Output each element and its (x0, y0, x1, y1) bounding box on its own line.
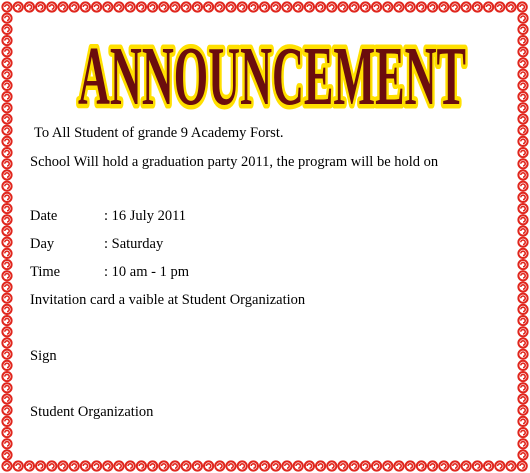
border-swirl (518, 2, 527, 11)
border-swirl (518, 461, 527, 470)
border-swirl (518, 282, 527, 291)
border-swirl (70, 461, 79, 470)
border-swirl (193, 461, 202, 470)
border-swirl (193, 2, 202, 11)
border-swirl (25, 461, 34, 470)
border-swirl (2, 305, 11, 314)
detail-value: : Saturday (104, 236, 164, 252)
border-swirl (294, 2, 303, 11)
border-swirl (518, 316, 527, 325)
border-swirl (2, 316, 11, 325)
border-swirl (58, 2, 67, 11)
border-swirl (394, 461, 403, 470)
border-swirl (2, 439, 11, 448)
border-swirl (215, 461, 224, 470)
border-swirl (350, 461, 359, 470)
detail-label: Day (30, 236, 55, 252)
border-swirl (518, 137, 527, 146)
border-swirl (2, 182, 11, 191)
border-swirl (383, 2, 392, 11)
detail-value: : 10 am - 1 pm (104, 264, 189, 280)
border-swirl (327, 2, 336, 11)
border-swirl (2, 148, 11, 157)
border-swirl (2, 170, 11, 179)
border-swirl (518, 428, 527, 437)
sign-label: Sign (30, 348, 57, 364)
border-swirl (226, 2, 235, 11)
border-swirl (518, 126, 527, 135)
border-swirl (518, 361, 527, 370)
border-swirl (2, 406, 11, 415)
border-swirl (518, 260, 527, 269)
border-swirl (282, 2, 291, 11)
border-swirl (473, 2, 482, 11)
border-swirl (2, 238, 11, 247)
detail-row-day (30, 235, 163, 253)
signatory-name: Student Organization (30, 404, 154, 420)
border-swirl (2, 2, 11, 11)
border-swirl (428, 461, 437, 470)
border-swirl (439, 2, 448, 11)
border-swirl (518, 271, 527, 280)
border-swirl (462, 461, 471, 470)
border-swirl (114, 2, 123, 11)
border-swirl (518, 338, 527, 347)
border-swirl (518, 159, 527, 168)
border-swirl (518, 350, 527, 359)
border-swirl (394, 2, 403, 11)
border-swirl (462, 2, 471, 11)
border-swirl (58, 461, 67, 470)
border-swirl (2, 361, 11, 370)
border-swirl (406, 461, 415, 470)
border-swirl (2, 450, 11, 459)
border-swirl (2, 417, 11, 426)
border-swirl (249, 461, 258, 470)
border-swirl (47, 2, 56, 11)
border-swirl (25, 2, 34, 11)
border-swirl (238, 461, 247, 470)
border-swirl (2, 350, 11, 359)
border-swirl (518, 226, 527, 235)
border-swirl (2, 294, 11, 303)
border-swirl (182, 461, 191, 470)
border-swirl (316, 2, 325, 11)
border-swirl (361, 2, 370, 11)
border-swirl (14, 461, 23, 470)
border-swirl (338, 461, 347, 470)
border-swirl (204, 461, 213, 470)
border-swirl (406, 2, 415, 11)
border-swirl (305, 2, 314, 11)
border-swirl (226, 461, 235, 470)
border-swirl (361, 461, 370, 470)
border-swirl (271, 2, 280, 11)
border-swirl (204, 2, 213, 11)
border-swirl (518, 170, 527, 179)
body-line: School Will hold a graduation party 2011, the program will be hold on (30, 154, 439, 170)
border-swirl (294, 461, 303, 470)
border-swirl (439, 461, 448, 470)
border-swirl (518, 204, 527, 213)
border-swirl (428, 2, 437, 11)
detail-label: Time (30, 264, 61, 280)
border-swirl (2, 215, 11, 224)
border-swirl (350, 2, 359, 11)
border-swirl (2, 260, 11, 269)
border-swirl (417, 461, 426, 470)
border-swirl (148, 461, 157, 470)
intro-line: To All Student of grande 9 Academy Forst. (34, 125, 284, 141)
border-swirl (518, 305, 527, 314)
border-swirl (2, 271, 11, 280)
border-swirl (484, 461, 493, 470)
border-swirl (518, 450, 527, 459)
border-swirl (338, 2, 347, 11)
border-swirl (518, 238, 527, 247)
border-swirl (495, 461, 504, 470)
border-swirl (518, 372, 527, 381)
title-outline-text: ANNOUNCEMENT (78, 30, 466, 122)
border-swirl (159, 461, 168, 470)
border-swirl (518, 249, 527, 258)
border-swirl (137, 2, 146, 11)
detail-row-time (30, 263, 189, 281)
border-swirl (372, 2, 381, 11)
border-swirl (2, 226, 11, 235)
border-swirl (2, 461, 11, 470)
border-swirl (2, 383, 11, 392)
border-swirl (383, 461, 392, 470)
border-swirl (14, 2, 23, 11)
border-swirl (327, 461, 336, 470)
border-swirl (518, 439, 527, 448)
border-swirl (506, 461, 515, 470)
border-swirl (316, 461, 325, 470)
border-swirl (518, 294, 527, 303)
border-swirl (92, 461, 101, 470)
border-swirl (372, 461, 381, 470)
border-swirl (473, 461, 482, 470)
border-swirl (305, 461, 314, 470)
border-swirl (70, 2, 79, 11)
border-swirl (518, 327, 527, 336)
border-swirl (518, 193, 527, 202)
border-swirl (148, 2, 157, 11)
border-swirl (137, 461, 146, 470)
border-swirl (2, 159, 11, 168)
border-swirl (2, 249, 11, 258)
border-swirl (81, 2, 90, 11)
border-swirl (36, 2, 45, 11)
border-swirl (282, 461, 291, 470)
announcement-title (0, 22, 530, 122)
border-swirl (2, 282, 11, 291)
border-swirl (92, 2, 101, 11)
border-swirl (170, 461, 179, 470)
border-swirl (518, 182, 527, 191)
border-swirl (47, 461, 56, 470)
detail-row-date (30, 207, 186, 225)
invitation-line: Invitation card a vaible at Student Organization (30, 292, 306, 308)
border-swirl (81, 461, 90, 470)
border-swirl (518, 148, 527, 157)
border-swirl (159, 2, 168, 11)
border-swirl (260, 2, 269, 11)
border-swirl (518, 394, 527, 403)
border-swirl (36, 461, 45, 470)
border-swirl (2, 193, 11, 202)
border-swirl (518, 383, 527, 392)
border-swirl (484, 2, 493, 11)
border-swirl (450, 461, 459, 470)
border-swirl (2, 137, 11, 146)
border-swirl (2, 204, 11, 213)
border-swirl (2, 372, 11, 381)
border-swirl (2, 327, 11, 336)
border-swirl (495, 2, 504, 11)
border-swirl (2, 394, 11, 403)
border-swirl (506, 2, 515, 11)
border-swirl (238, 2, 247, 11)
border-swirl (215, 2, 224, 11)
border-swirl (249, 2, 258, 11)
border-swirl (518, 406, 527, 415)
border-swirl (126, 461, 135, 470)
detail-value: : 16 July 2011 (104, 208, 187, 224)
title-fill-text: ANNOUNCEMENT (78, 30, 466, 122)
border-swirl (126, 2, 135, 11)
border-swirl (182, 2, 191, 11)
border-swirl (2, 126, 11, 135)
border-swirl (260, 461, 269, 470)
border-swirl (417, 2, 426, 11)
border-swirl (518, 215, 527, 224)
border-swirl (271, 461, 280, 470)
border-swirl (2, 338, 11, 347)
border-swirl (103, 2, 112, 11)
border-swirl (103, 461, 112, 470)
border-swirl (450, 2, 459, 11)
detail-label: Date (30, 208, 58, 224)
border-swirl (2, 428, 11, 437)
border-swirl (518, 417, 527, 426)
border-swirl (170, 2, 179, 11)
border-swirl (114, 461, 123, 470)
